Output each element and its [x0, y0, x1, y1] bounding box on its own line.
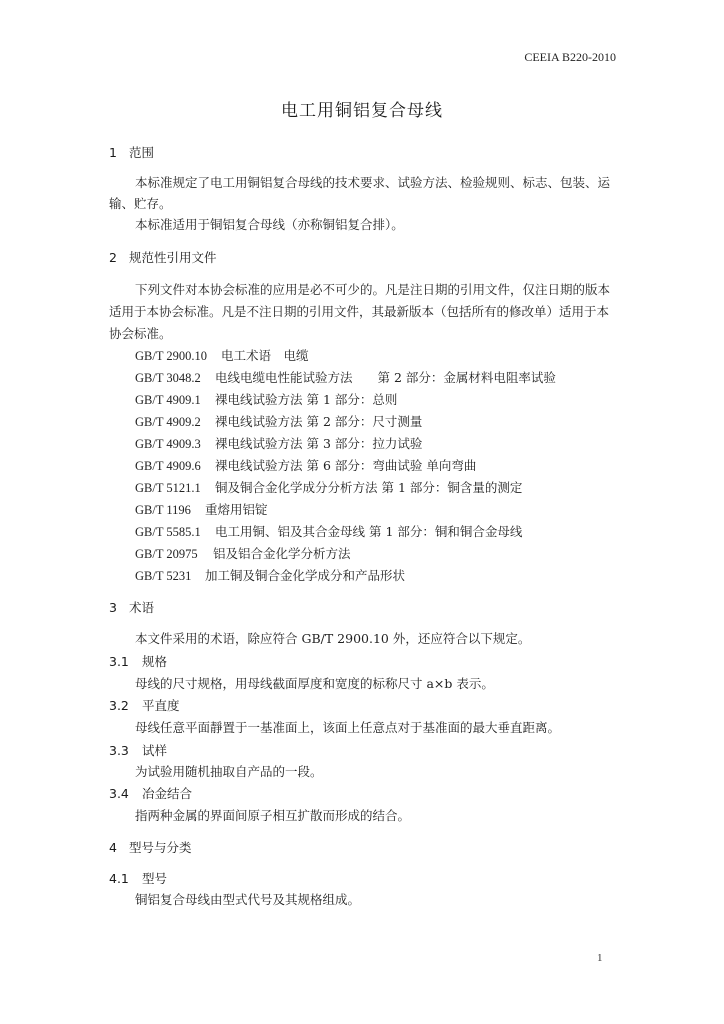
reference-item: [135, 500, 268, 518]
subsection-number: 3.3: [109, 743, 129, 758]
reference-code: GB/T 5585.1: [135, 525, 201, 539]
reference-item: [135, 544, 351, 562]
reference-title: 加工铜及铜合金化学成分和产品形状: [205, 568, 406, 583]
paragraph-line: 本文件采用的术语，除应符合 GB/T 2900.10 外，还应符合以下规定。: [135, 631, 531, 646]
section-title: 术语: [129, 600, 155, 615]
subsection-title: 试样: [142, 743, 168, 758]
definition-text: 为试验用随机抽取自产品的一段。: [135, 764, 323, 779]
section-4-heading: [109, 838, 192, 856]
section-2-heading: [109, 248, 217, 266]
reference-item: [135, 368, 556, 386]
subsection-number: 3.1: [109, 654, 129, 669]
section-title: 型号与分类: [129, 840, 192, 855]
section-title: 范围: [129, 145, 155, 160]
definition-text: 指两种金属的界面间原子相互扩散而形成的结合。: [135, 808, 411, 823]
section-number: 2: [109, 250, 117, 265]
subsection-number: 4.1: [109, 871, 129, 886]
reference-code: GB/T 2900.10: [135, 349, 207, 363]
reference-item: [135, 478, 522, 496]
reference-title: 裸电线试验方法 第 6 部分：弯曲试验 单向弯曲: [215, 458, 477, 473]
section-number: 3: [109, 600, 117, 615]
reference-title: 裸电线试验方法 第 1 部分：总则: [215, 392, 398, 407]
section-number: 1: [109, 145, 117, 160]
reference-item: [135, 390, 397, 408]
reference-code: GB/T 5121.1: [135, 481, 201, 495]
reference-title: 铝及铝合金化学分析方法: [213, 546, 351, 561]
reference-code: GB/T 4909.6: [135, 459, 201, 473]
page-number: 1: [597, 952, 603, 964]
reference-code: GB/T 4909.3: [135, 437, 201, 451]
subsection-heading: [109, 652, 167, 670]
subsection-heading: [109, 741, 167, 759]
reference-item: [135, 434, 422, 452]
subsection-title: 平直度: [142, 698, 180, 713]
paragraph-line: 输、贮存。: [109, 196, 172, 211]
subsection-heading: [109, 696, 180, 714]
reference-title: 电工术语 电缆: [221, 348, 309, 363]
reference-code: GB/T 1196: [135, 503, 191, 517]
document-code: CEEIA B220-2010: [524, 50, 616, 64]
reference-item: [135, 566, 405, 584]
section-number: 4: [109, 840, 117, 855]
subsection-title: 规格: [142, 654, 168, 669]
subsection-title: 冶金结合: [142, 786, 193, 801]
subsection-title: 型号: [142, 871, 168, 886]
paragraph-line: 适用于本协会标准。凡是不注日期的引用文件，其最新版本（包括所有的修改单）适用于本: [109, 304, 610, 319]
reference-title: 裸电线试验方法 第 2 部分：尺寸测量: [215, 414, 423, 429]
reference-title: 重熔用铝锭: [205, 502, 268, 517]
reference-code: GB/T 5231: [135, 569, 192, 583]
reference-title: 电工用铜、铝及其合金母线 第 1 部分：铜和铜合金母线: [215, 524, 523, 539]
reference-title: 电线电缆电性能试验方法 第 2 部分：金属材料电阻率试验: [215, 370, 556, 385]
paragraph-line: 协会标准。: [109, 326, 172, 341]
subsection-heading: [109, 869, 167, 887]
subsection-number: 3.4: [109, 786, 129, 801]
reference-item: [135, 412, 422, 430]
section-3-heading: [109, 598, 154, 616]
paragraph-line: 本标准规定了电工用铜铝复合母线的技术要求、试验方法、检验规则、标志、包装、运: [135, 175, 611, 190]
definition-text: 母线的尺寸规格，用母线截面厚度和宽度的标称尺寸 a×b 表示。: [135, 676, 494, 691]
definition-text: 母线任意平面靜置于一基准面上，该面上任意点对于基准面的最大垂直距离。: [135, 720, 561, 735]
reference-item: [135, 346, 309, 364]
section-1-heading: [109, 143, 154, 161]
reference-code: GB/T 20975: [135, 547, 198, 561]
paragraph-line: 下列文件对本协会标准的应用是必不可少的。凡是注日期的引用文件，仅注日期的版本: [135, 282, 611, 297]
section-title: 规范性引用文件: [129, 250, 217, 265]
definition-text: 铜铝复合母线由型式代号及其规格组成。: [135, 892, 361, 907]
subsection-number: 3.2: [109, 698, 129, 713]
reference-code: GB/T 4909.1: [135, 393, 201, 407]
reference-item: [135, 456, 476, 474]
subsection-heading: [109, 784, 192, 802]
reference-item: [135, 522, 522, 540]
document-title: 电工用铜铝复合母线: [281, 101, 443, 121]
reference-title: 铜及铜合金化学成分分析方法 第 1 部分：铜含量的测定: [215, 480, 523, 495]
reference-code: GB/T 3048.2: [135, 371, 201, 385]
reference-title: 裸电线试验方法 第 3 部分：拉力试验: [215, 436, 423, 451]
reference-code: GB/T 4909.2: [135, 415, 201, 429]
paragraph-line: 本标准适用于铜铝复合母线（亦称铜铝复合排）。: [135, 217, 404, 232]
